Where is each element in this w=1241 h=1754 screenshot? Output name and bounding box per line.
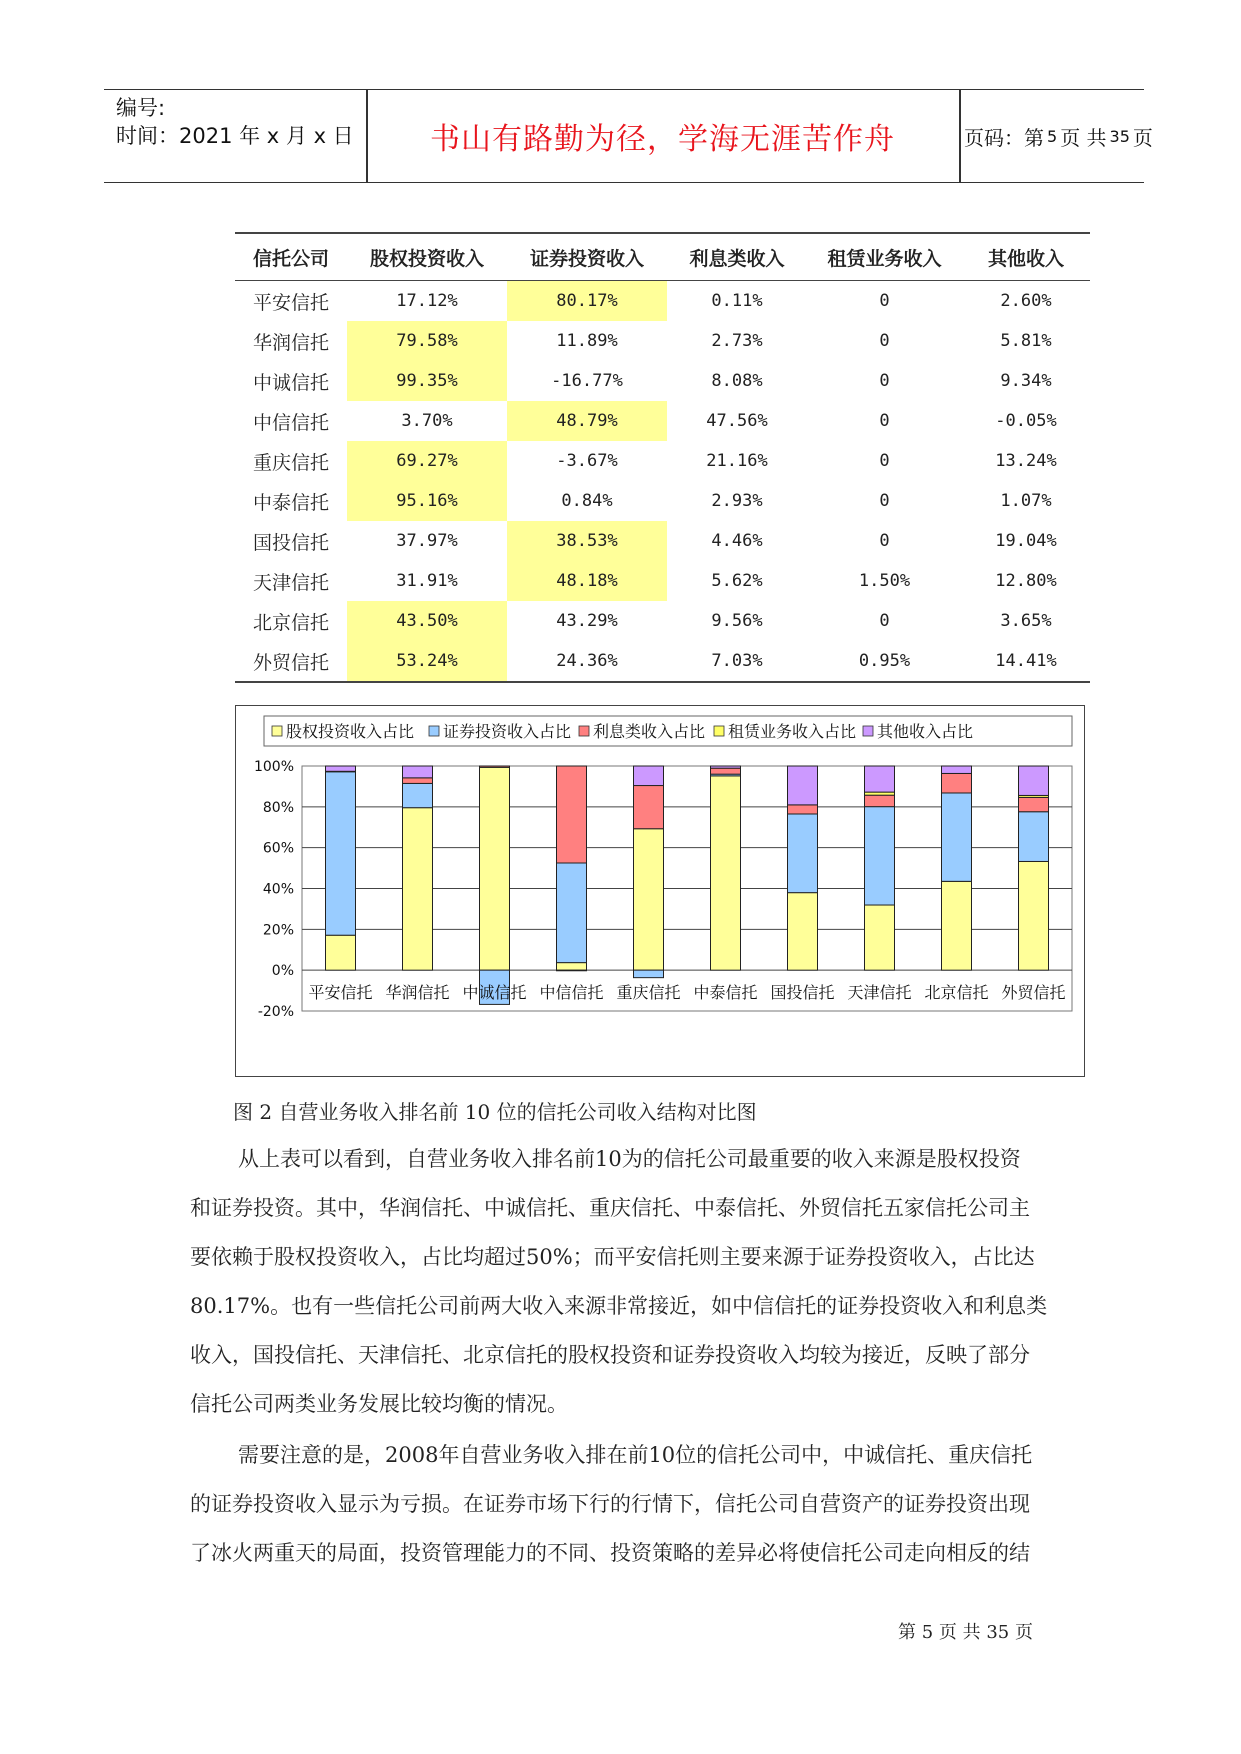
legend-label: 证券投资收入占比: [443, 722, 572, 741]
table-row: [235, 281, 1090, 322]
bar-segment: [711, 768, 741, 774]
text-line: 从上表可以看到，自营业务收入排名前10为的信托公司最重要的收入来源是股权投资: [238, 1147, 1021, 1171]
value-cell: 2.73%: [711, 331, 763, 351]
table-row: [235, 481, 1090, 521]
value-cell: 11.89%: [556, 331, 618, 351]
bar-segment: [1019, 766, 1049, 795]
text-line: 80.17%。也有一些信托公司前两大收入来源非常接近，如中信信托的证券投资收入和利息类: [190, 1294, 1048, 1318]
table-row: [235, 441, 1090, 481]
value-cell: 79.58%: [347, 321, 507, 361]
legend-label: 利息类收入占比: [593, 722, 706, 741]
header-cell: 其他收入: [962, 233, 1090, 281]
value-cell: 47.56%: [706, 411, 768, 431]
value-cell: 12.80%: [995, 571, 1057, 591]
text-line: 和证券投资。其中，华润信托、中诚信托、重庆信托、中泰信托、外贸信托五家信托公司主: [190, 1196, 1030, 1220]
value-cell: 43.29%: [556, 611, 618, 631]
y-tick-label: 80%: [262, 799, 294, 816]
bar-segment: [634, 970, 664, 977]
value-cell: 0: [879, 491, 890, 511]
page-mid: 页 共: [1060, 125, 1107, 150]
legend-label: 租赁业务收入占比: [728, 722, 857, 741]
bar-segment: [1019, 812, 1049, 862]
value-cell: 0.84%: [561, 491, 613, 511]
bar-segment: [634, 829, 664, 970]
x-category-label: 天津信托: [847, 983, 912, 1003]
text-line: 收入，国投信托、天津信托、北京信托的股权投资和证券投资收入均较为接近，反映了部分: [190, 1343, 1030, 1367]
legend-swatch: [863, 726, 873, 736]
page-number-label: [964, 90, 1153, 182]
header-cell: 证券投资收入: [507, 233, 667, 281]
value-cell: 80.17%: [507, 281, 667, 322]
value-cell: 31.91%: [396, 571, 458, 591]
y-tick-label: 0%: [271, 963, 294, 980]
header-cell: 股权投资收入: [347, 233, 507, 281]
value-cell: 9.56%: [711, 611, 763, 631]
value-cell: -3.67%: [556, 451, 618, 471]
value-cell: 95.16%: [347, 481, 507, 521]
bar-segment: [865, 795, 895, 806]
bar-segment: [1019, 797, 1049, 811]
value-cell: 0: [879, 291, 890, 311]
company-cell: 北京信托: [252, 611, 329, 634]
company-cell: 华润信托: [252, 331, 329, 354]
legend-label: 其他收入占比: [877, 722, 974, 741]
value-cell: 0: [879, 331, 890, 351]
table-row: [235, 561, 1090, 601]
value-cell: 7.03%: [667, 641, 807, 682]
bar-segment: [557, 963, 587, 971]
value-cell: 0: [879, 411, 890, 431]
value-cell: 37.97%: [396, 531, 458, 551]
bar-segment: [711, 766, 741, 768]
bar-segment: [1019, 861, 1049, 970]
y-tick-label: 40%: [262, 881, 294, 898]
time-label: 时间：2021 年 x 月 x 日: [116, 124, 354, 148]
figure-caption: 图 2 自营业务收入排名前 10 位的信托公司收入结构对比图: [233, 1100, 757, 1124]
bar-segment: [788, 893, 818, 971]
value-cell: 53.24%: [347, 641, 507, 682]
value-cell: 2.93%: [711, 491, 763, 511]
x-category-label: 国投信托: [770, 983, 835, 1003]
text-line: 的证券投资收入显示为亏损。在证券市场下行的行情下，信托公司自营资产的证券投资出现: [190, 1492, 1030, 1516]
company-cell: 天津信托: [252, 571, 329, 594]
value-cell: 0.11%: [711, 291, 763, 311]
bar-segment: [634, 786, 664, 829]
table-row: [235, 521, 1090, 561]
company-cell: 中诚信托: [252, 371, 329, 394]
value-cell: -16.77%: [551, 371, 623, 391]
bar-segment: [403, 783, 433, 807]
value-cell: 24.36%: [507, 641, 667, 682]
table-row: [235, 601, 1090, 641]
table-row: [235, 401, 1090, 441]
company-cell: 中泰信托: [252, 491, 329, 514]
bar-segment: [326, 772, 356, 936]
value-cell: 38.53%: [507, 521, 667, 561]
value-cell: 69.27%: [347, 441, 507, 481]
paragraph-1: [190, 1135, 1060, 1429]
bar-segment: [711, 776, 741, 970]
value-cell: 14.41%: [962, 641, 1090, 682]
paragraph-2: [190, 1431, 1060, 1578]
bar-segment: [557, 970, 587, 971]
bar-segment: [788, 766, 818, 805]
table-row: [235, 641, 1090, 682]
company-cell: 中信信托: [252, 411, 329, 434]
value-cell: 3.65%: [1000, 611, 1052, 631]
value-cell: 2.60%: [1000, 291, 1052, 311]
legend-swatch: [714, 726, 724, 736]
legend-swatch: [579, 726, 589, 736]
bar-segment: [480, 766, 510, 767]
page-suffix: 页: [1132, 125, 1153, 150]
bar-segment: [557, 863, 587, 963]
value-cell: 0.95%: [807, 641, 962, 682]
bar-segment: [480, 767, 510, 970]
table-row: [235, 321, 1090, 361]
legend-swatch: [272, 726, 282, 736]
value-cell: 13.24%: [995, 451, 1057, 471]
page-current: 5: [1047, 126, 1058, 146]
x-category-label: 中诚信托: [462, 983, 527, 1003]
company-cell: 重庆信托: [252, 451, 329, 474]
value-cell: 43.50%: [347, 601, 507, 641]
bar-segment: [865, 766, 895, 792]
bar-segment: [634, 766, 664, 786]
value-cell: 1.07%: [1000, 491, 1052, 511]
legend-swatch: [429, 726, 439, 736]
bar-segment: [942, 773, 972, 793]
value-cell: 0: [879, 371, 890, 391]
y-tick-label: 100%: [253, 759, 294, 775]
table-header-row: [235, 233, 1090, 281]
x-category-label: 北京信托: [924, 983, 989, 1003]
page-prefix: 页码：第: [964, 125, 1044, 150]
page-header: [104, 89, 1153, 183]
chart-svg: [236, 706, 1084, 1076]
value-cell: 5.81%: [1000, 331, 1052, 351]
value-cell: 19.04%: [995, 531, 1057, 551]
income-structure-chart: [235, 705, 1085, 1077]
company-cell: 国投信托: [252, 531, 329, 554]
bar-segment: [403, 766, 433, 778]
value-cell: 21.16%: [706, 451, 768, 471]
legend-label: 股权投资收入占比: [286, 722, 415, 741]
value-cell: 0: [879, 611, 890, 631]
bar-segment: [788, 814, 818, 893]
bar-segment: [403, 778, 433, 784]
value-cell: 4.46%: [711, 531, 763, 551]
header-cell: 租赁业务收入: [807, 233, 962, 281]
y-tick-label: 60%: [262, 840, 294, 857]
y-tick-label: 20%: [262, 922, 294, 939]
serial-label: 编号:: [116, 96, 166, 120]
company-cell: 外贸信托: [235, 641, 347, 682]
x-category-label: 平安信托: [308, 983, 373, 1003]
page-total: 35: [1109, 126, 1130, 146]
bar-segment: [403, 808, 433, 970]
text-line: 了冰火两重天的局面，投资管理能力的不同、投资策略的差异必将使信托公司走向相反的结: [190, 1541, 1030, 1565]
bar-segment: [326, 935, 356, 970]
value-cell: 9.34%: [1000, 371, 1052, 391]
bar-segment: [557, 766, 587, 863]
bar-segment: [326, 766, 356, 771]
header-cell: 利息类收入: [667, 233, 807, 281]
value-cell: 0: [879, 531, 890, 551]
header-motto: 书山有路勤为径，学海无涯苦作舟: [430, 122, 895, 157]
income-table: [235, 232, 1090, 683]
value-cell: 5.62%: [711, 571, 763, 591]
text-line: 要依赖于股权投资收入，占比均超过50%；而平安信托则主要来源于证券投资收入，占比达: [190, 1245, 1035, 1269]
bar-segment: [942, 793, 972, 881]
value-cell: 8.08%: [711, 371, 763, 391]
table-row: [235, 361, 1090, 401]
value-cell: 0: [879, 451, 890, 471]
value-cell: 99.35%: [347, 361, 507, 401]
bar-segment: [788, 805, 818, 814]
x-category-label: 中泰信托: [693, 983, 758, 1003]
company-cell: 平安信托: [252, 291, 329, 314]
value-cell: 48.18%: [507, 561, 667, 601]
bar-segment: [942, 766, 972, 773]
x-category-label: 中信信托: [539, 983, 604, 1003]
bar-segment: [865, 807, 895, 905]
text-line: 信托公司两类业务发展比较均衡的情况。: [190, 1392, 568, 1416]
value-cell: 17.12%: [396, 291, 458, 311]
x-category-label: 重庆信托: [616, 983, 681, 1003]
x-category-label: 华润信托: [385, 983, 450, 1003]
page-footer: 第 5 页 共 35 页: [898, 1622, 1033, 1643]
x-category-label: 外贸信托: [1001, 983, 1066, 1003]
value-cell: 3.70%: [401, 411, 453, 431]
bar-segment: [942, 881, 972, 970]
y-tick-label: -20%: [257, 1004, 294, 1020]
text-line: 需要注意的是，2008年自营业务收入排在前10位的信托公司中，中诚信托、重庆信托: [238, 1443, 1033, 1467]
value-cell: -0.05%: [995, 411, 1057, 431]
value-cell: 48.79%: [507, 401, 667, 441]
header-divider-right: [959, 90, 961, 182]
bar-segment: [865, 905, 895, 970]
value-cell: 1.50%: [858, 571, 911, 591]
header-cell: 信托公司: [235, 233, 347, 281]
header-meta: [116, 94, 366, 150]
